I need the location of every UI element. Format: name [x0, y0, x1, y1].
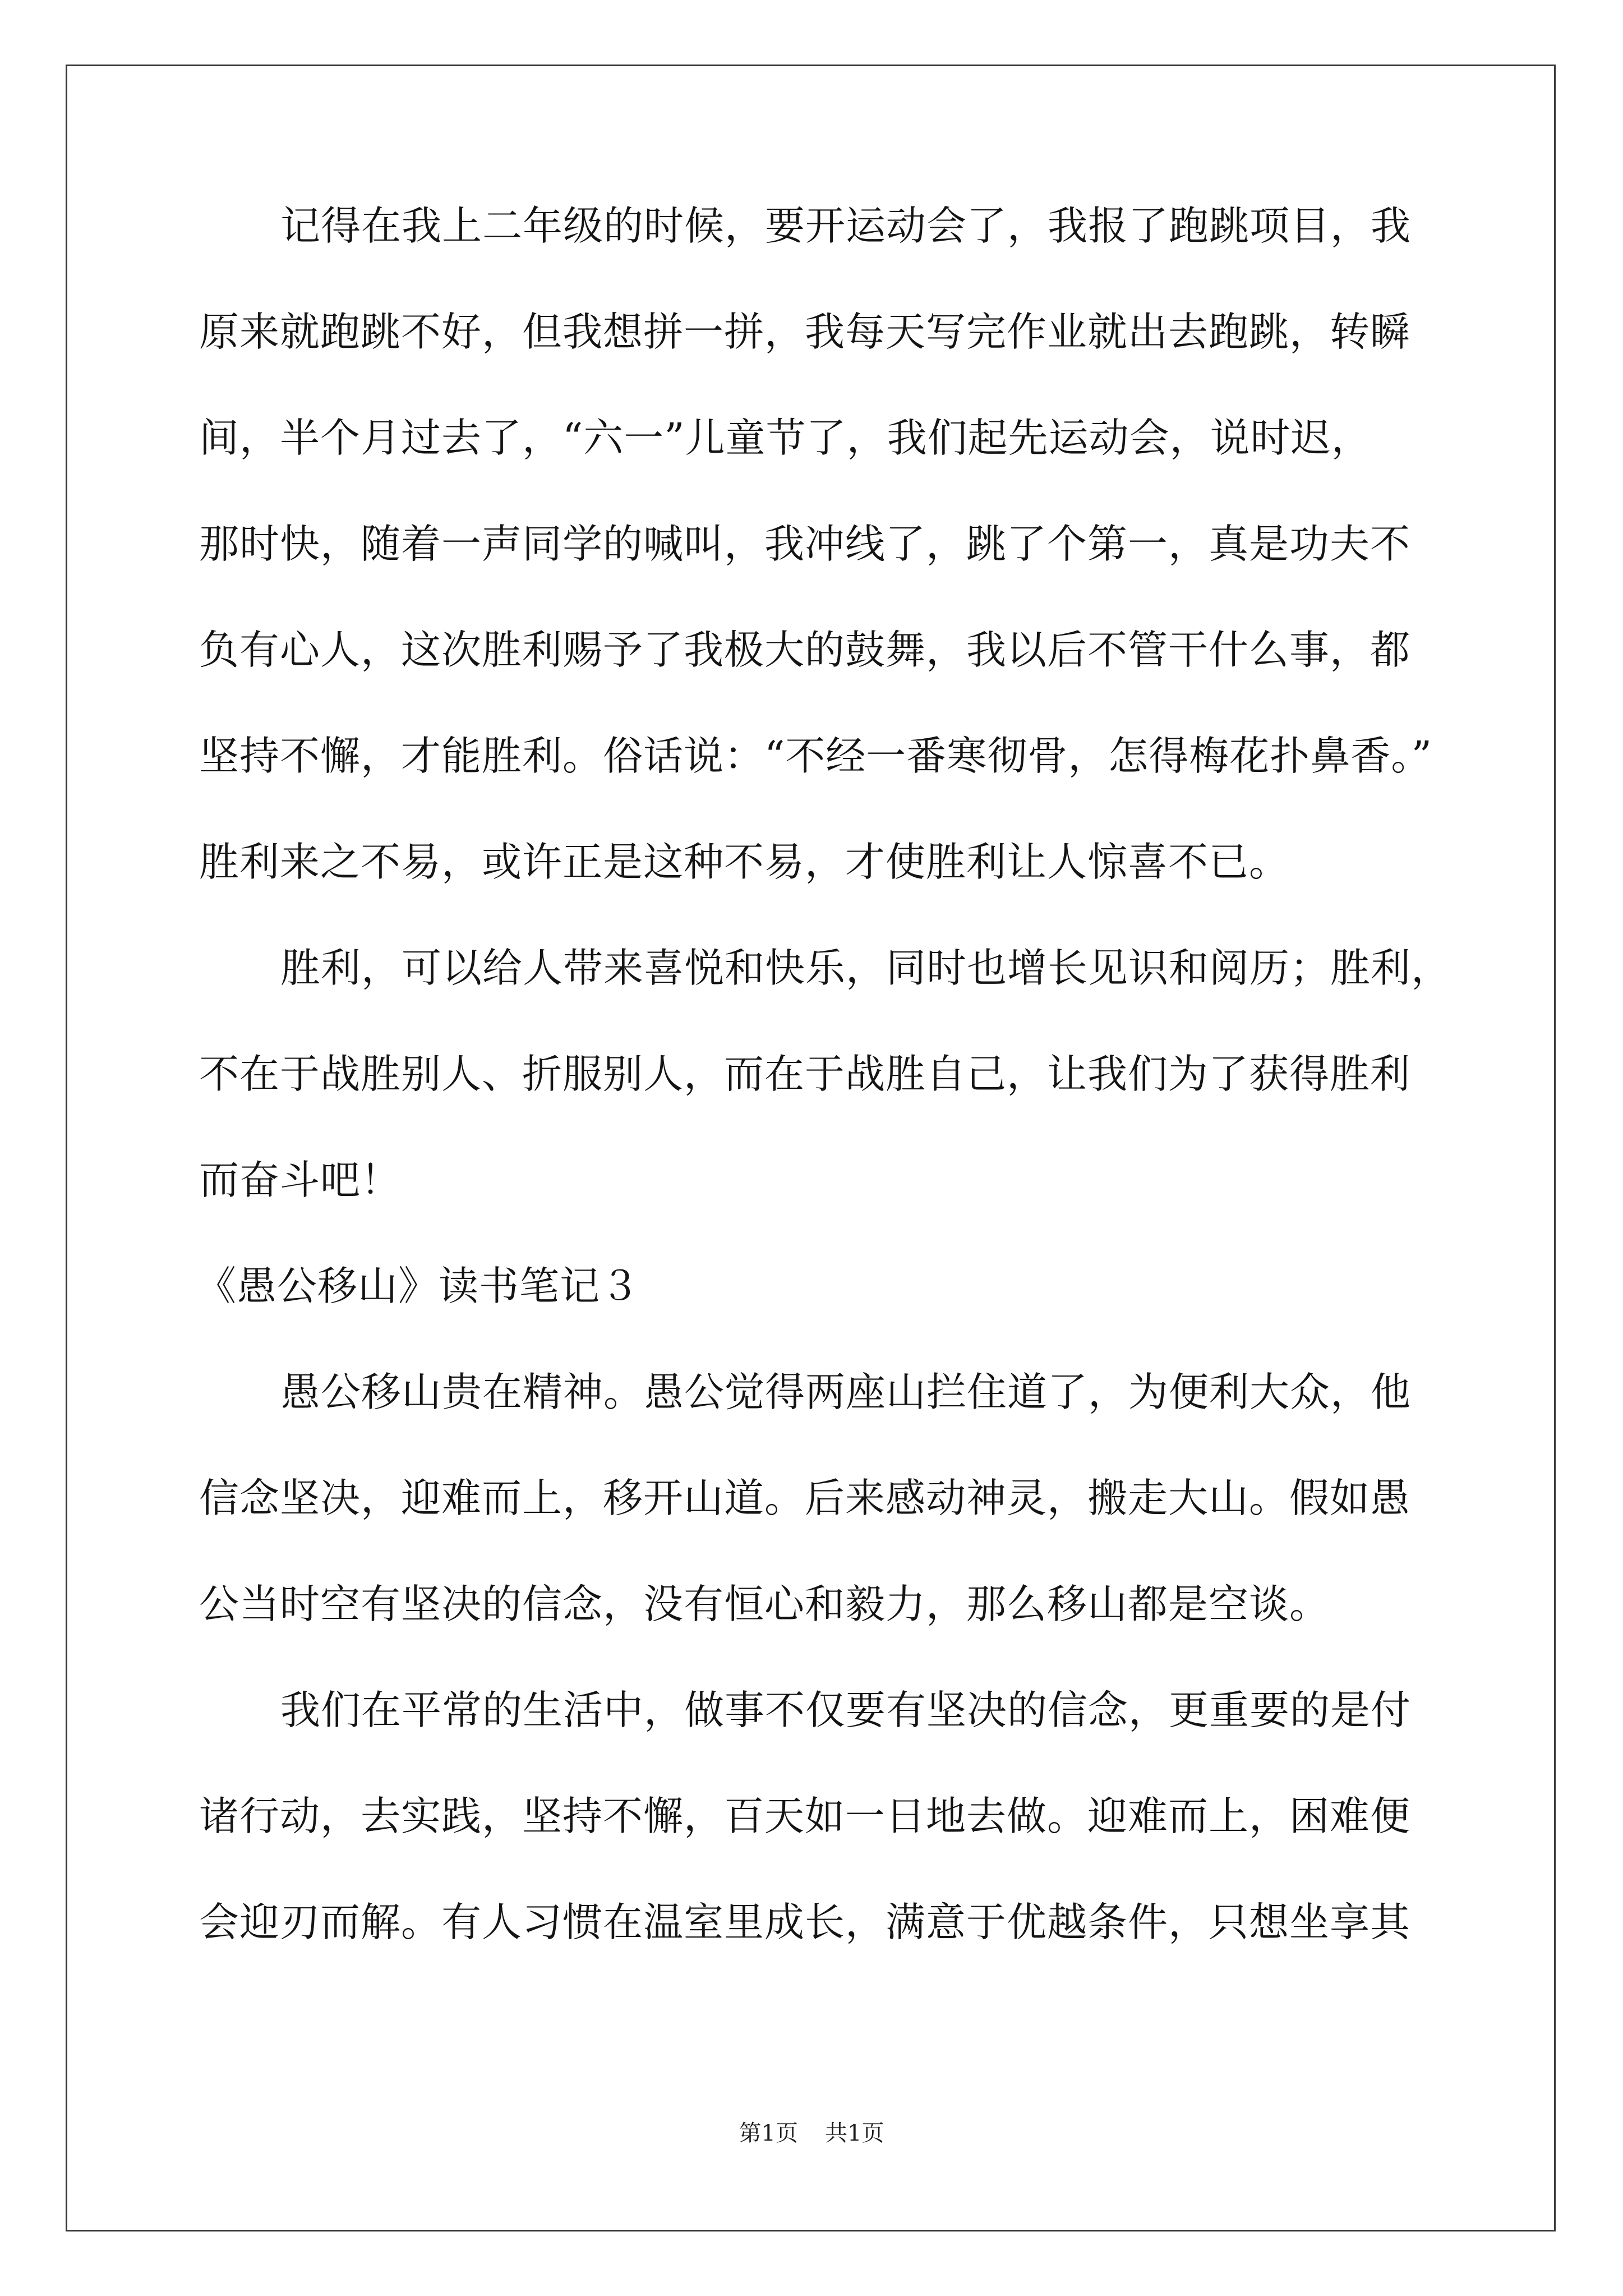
- paragraph-line: 胜利来之不易，或许正是这种不易，才使胜利让人惊喜不已。: [199, 839, 1290, 885]
- paragraph-line: 那时快，随着一声同学的喊叫，我冲线了，跳了个第一，真是功夫不: [199, 521, 1411, 567]
- paragraph-line: 胜利，可以给人带来喜悦和快乐，同时也增长见识和阅历；胜利，: [280, 945, 1452, 991]
- paragraph-line: 而奋斗吧！: [199, 1157, 402, 1203]
- page-footer: [0, 2119, 1623, 2147]
- paragraph-line: 诸行动，去实践，坚持不懈，百天如一日地去做。迎难而上，困难便: [199, 1793, 1411, 1839]
- paragraph-line: 原来就跑跳不好，但我想拼一拼，我每天写完作业就出去跑跳，转瞬: [199, 309, 1411, 355]
- paragraph-line: 不在于战胜别人、折服别人，而在于战胜自己，让我们为了获得胜利: [199, 1051, 1411, 1097]
- document-body: [196, 203, 1452, 2007]
- paragraph-line: 负有心人，这次胜利赐予了我极大的鼓舞，我以后不管干什么事，都: [199, 627, 1411, 673]
- page-total: 共1页: [825, 2120, 884, 2146]
- paragraph-line: 间，半个月过去了，“六一”儿童节了，我们起先运动会，说时迟，: [199, 415, 1372, 461]
- page-number: 第1页: [739, 2120, 798, 2146]
- paragraph-line: 会迎刃而解。有人习惯在温室里成长，满意于优越条件，只想坐享其: [199, 1899, 1411, 1945]
- paragraph-line: 信念坚决，迎难而上，移开山道。后来感动神灵，搬走大山。假如愚: [199, 1475, 1411, 1521]
- paragraph-line: 记得在我上二年级的时候，要开运动会了，我报了跑跳项目，我: [280, 203, 1412, 249]
- paragraph-line: 坚持不懈，才能胜利。俗话说：“不经一番寒彻骨，怎得梅花扑鼻香。”: [199, 733, 1433, 779]
- paragraph-line: 公当时空有坚决的信念，没有恒心和毅力，那么移山都是空谈。: [199, 1581, 1330, 1627]
- paragraph-line: 我们在平常的生活中，做事不仅要有坚决的信念，更重要的是付: [280, 1687, 1412, 1733]
- paragraph-line: 愚公移山贵在精神。愚公觉得两座山拦住道了，为便利大众，他: [280, 1369, 1412, 1415]
- section-heading: 《愚公移山》读书笔记３: [196, 1263, 641, 1309]
